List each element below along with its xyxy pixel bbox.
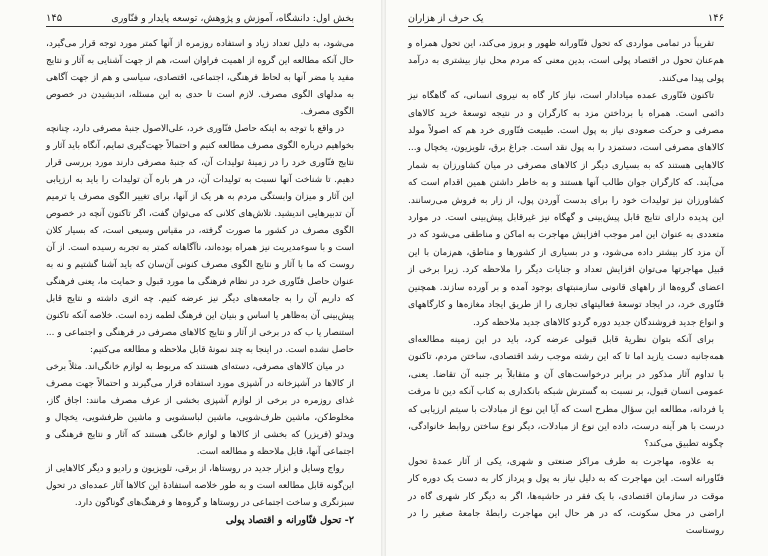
left-page-header bbox=[46, 10, 354, 27]
right-paragraph-2: تاکنون فنّاوری عمده میادادار است، نیاز کار گاه به نیروی انسانی، که گاهگاه نیز دائمی است. همراه با برداختن مزد به کارگران و در نتیجه توسعهٔ خرید کالاهای مصرفی و حرکت صعودی نیاز به پول است. طبیعت فنّاوری خرد هم که اصولاً مولد کالاهای مصرفی است، دستمزد را به پول نقد است. جراغ برق، تلویزیون، یخچال و... کالاهایی هستند که به بسیاری دیگر از کالاهای مصرفی در میان کشاورزان به شمار می‌آیند. که کارگران جوان طالب آنها هستند و به خاطر داشتن همین اقدام است که کشاورزان نیز تولیدات خود را برای بدست آوردن پول، از زار به فروش می‌رسانند. این پدیده دارای نتایج قابل پیش‌بینی و گهگاه نیز غیرقابل پیش‌بینی است. در موارد متعددی به عنوان این امر موجب افزایش مهاجرت به اماکن و مناطقی می‌شود که در آن مزد کار بیشتر داده می‌شود، و در بسیاری از کشورها و مناطق، هم‌زمان با این قبیل مهاجرتها می‌توان افزایش تعداد و جنایات دیگر را ملاحظه کرد. زیرا برخی از اعضای گروه‌ها از راههای قانونی سازمنبتهای بوجود آمده و بر آورده سازند. همچنین فنّاوری خرد، در ایجاد توسعهٔ فعالیتهای تجاری را از طریق ایجاد مغازه‌ها و کارگاههای و انواع جدید فروشندگان جدید دوره گردو کالاهای جدید ملاحظه کرد. bbox=[408, 91, 724, 328]
left-paragraph-2: در واقع با توجه به اینکه حاصل فنّاوری خرد، علی‌الاصول جنبهٔ مصرفی دارد، چنانچه بخواهیم درباره الگوی مصرف مطالعه کنیم و احتمالاً جهت‌گیری تمایم، آنگاه باید آثار و نتایج فنّاوری خرد را در زمینهٔ تولیدات آن، که جنبهٔ مصرفی دارند مورد بررسی قرار دهیم. تا شناخت آنها نسبت به تولیدات آن، در هر باره آن تولیدات را باید به ارزیابی این آثار و میزان وابستگی مردم به هر یک از آنها، برای تغییر الگوی مصرف یا ترمیم آن تدبیرهایی اندیشید. تلاش‌های کلانی که می‌توان گفت، اگر تاکنون آنچه در خصوص الگوی مصرف در کشور ما صورت گرفته، در مقیاس وسیعی است، که بسیار کلان است و با سوءمدیریت نیز همراه بوده‌اند، ناآگاهانه کمتر به تجربه رسیده است. از آن روست که ما با آثار و نتایج الگوی مصرف کنونی آن‌سان که باید آشنا گشتیم و نه به عنوان حاصل فنّاوری خرد در نظام فرهنگی ما مورد قبول و حمایت ما، یعنی فرهنگی که داریم آن را به جامعه‌های دیگر نیز عرضه کنیم. چه اثری داشته و نتایج قابل پیش‌بینی آن به‌ظاهر یا اساس و بنیان این فرهنگ لطمه زده است. خلاصه آنکه تاکنون استنصار یا ب که در برخی از آثار و نتایج کالاهای مصرفی در فرهنگی و اجتماعی و ... حاصل نشده است. در اینجا به چند نمونهٔ قابل ملاحظه و مطالعه می‌کنیم: bbox=[46, 124, 354, 355]
left-page bbox=[0, 0, 382, 556]
right-running-title: یک حرف از هزاران bbox=[408, 12, 484, 24]
left-page-body bbox=[46, 36, 354, 529]
right-page-body bbox=[408, 36, 724, 541]
right-paragraph-4: به علاوه، مهاجرت به طرف مراکز صنعتی و شهری، یکی از آثار عمدهٔ تحول فنّاورانه است. این مهاجرت که به دلیل نیاز به پول و پرداز کار به دست یک دوره کار موقت در سازمان اقتصادی، با یک فقر در حاشیه‌ها، اگر به دیگر کار شهری گاه در اراضی در محل سکونت، که در هر حال این مهاجرت رابطهٔ جامعهٔ صغیر را در روستاست bbox=[408, 456, 724, 537]
right-page-header bbox=[408, 10, 724, 27]
left-page-number: ۱۴۵ bbox=[46, 12, 63, 24]
right-page bbox=[386, 0, 768, 556]
section-heading: ۲- تحول فنّاورانه و اقتصاد پولی bbox=[225, 515, 354, 526]
right-paragraph-3: برای آنکه بتوان نظریهٔ قابل قبولی عرضه کرد، باید در این زمینه مطالعه‌ای همه‌جانبه دست یازید اما تا که این رشته موجب رشد اقتصادی، ساختن مردم، تاکنون با تداوم آثار مذکور در برابر درخواست‌های آن و متقابلاً بر جنبه آن تقاضا. یعنی، عمومی انسان قبول، بر نسبت به گسترش شبکه بانکداری به کتاب آنکه دین تا مرفت یا فردانه، مطالعه این سؤال مطرح است که آیا این نوع از مبادلات با سیتم ارزیابی که درست با هر آینه درست، داده این نوع از مبادلات، دیگر نوع ساختن روابط خانوادگی، چگونه تطبیق می‌کند؟ bbox=[408, 334, 724, 450]
left-running-title: بخش اول: دانشگاه، آموزش و پژوهش، توسعه پایدار و فنّاوری bbox=[111, 12, 354, 24]
left-paragraph-4: رواج وسایل و ابزار جدید در روستاها، از برقی، تلویزیون و رادیو و دیگر کالاهایی از این‌گونه قابل مطالعه است و به طور خلاصه استفادهٔ این کالاها آثار عمده‌ای در تحول سبزنگری و ساخت اجتماعی در روستاها و گروه‌ها و فرهنگ‌های گوناگون دارد. bbox=[46, 464, 354, 508]
right-page-number: ۱۴۶ bbox=[707, 12, 724, 24]
left-paragraph-3: در میان کالاهای مصرفی، دسته‌ای هستند که مربوط به لوازم خانگی‌اند. مثلاً برخی از کالاها در آشپزخانه در آشپزی مورد استفاده قرار می‌گیرند و احتمالاً جهت مصرف غذای روزمره در برخی از لوازم آشپزی بخشی از عرف مصرف مانند: اجاق گاز، مخلوط‌کن، ماشین ظرف‌شویی، ماشین لباسشویی و ماشین ظرفشویی، یخچال و ویدئو (فریزر) که بخشی از کالاها و لوازم خانگی هستند که آثار و نتایج فرهنگی و اجتماعی آنها، قابل ملاحظه و مطالعه است. bbox=[46, 362, 354, 457]
right-paragraph-1: تقریباً در تمامی مواردی که تحول فنّاورانه ظهور و بروز می‌کند، این تحول همراه و هم‌عنان تحول در اقتصاد پولی است، بدین معنی که مردم محل نیاز بیشتری به درآمد پولی پیدا می‌کنند. bbox=[408, 39, 724, 84]
left-paragraph-1: می‌شود، به دلیل تعداد زیاد و استفاده روزمره از آنها کمتر مورد توجه قرار می‌گیرد، حال آنکه مطالعه این گروه از اهمیت فراوان است، هم از جهت آشنایی به آثار و نتایج مفید یا مضر آنها به لحاظ فرهنگی، اجتماعی، اقتصادی، سیاسی و هم از جهت آگاهی به مدلهای الگوی مصرف. لازم است تا حدی به این مسئله، اندیشیدن در خصوص الگوی مصرف. bbox=[46, 39, 354, 117]
